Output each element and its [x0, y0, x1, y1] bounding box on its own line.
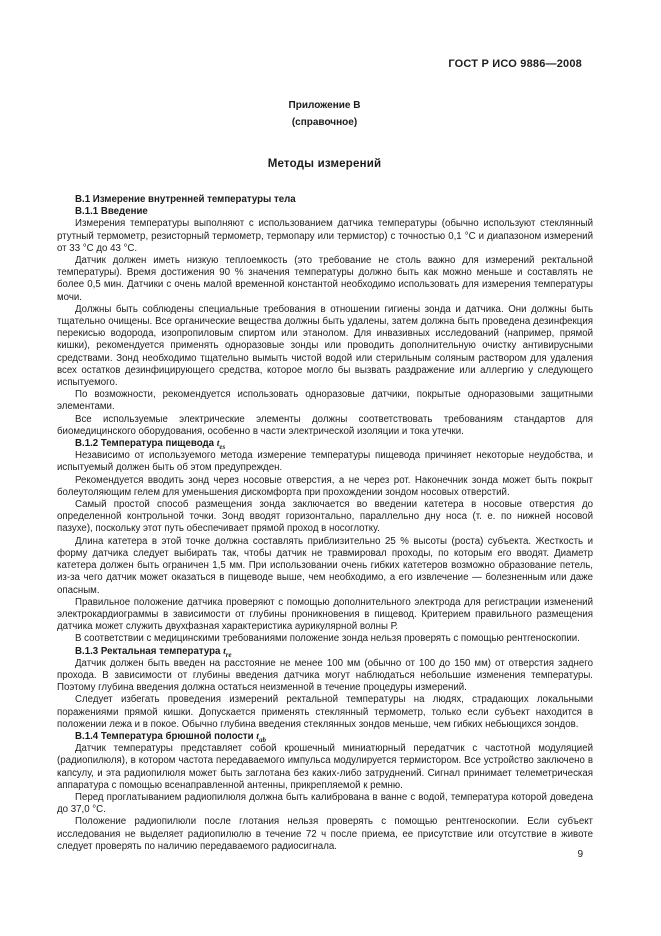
paragraph: Независимо от используемого метода измерение температуры пищевода причиняет некоторые неудобства, и испытуемый должен быть об этом предупрежден.	[57, 450, 593, 474]
paragraph: Датчик температуры представляет собой крошечный миниатюрный передатчик с частотной модуляцией (радиопилюля), в котором частота передаваемого импульса модулируется термистором. Все устройство заключено в капсулу, и эта радиопилюля может быть заглотана без каких-либо затруднений. Сигнал принимает телеметрическая аппаратура с помощью всенаправленной антенны, прикрепляемой к ремню.	[57, 743, 593, 791]
section-heading: В.1.1 Введение	[75, 206, 148, 218]
paragraph: Перед проглатыванием радиопилюля должна быть калибрована в ванне с водой, температура которой доведена до 37,0 °С.	[57, 791, 593, 816]
paragraph: Должны быть соблюдены специальные требования в отношении гигиены зонда и датчика. Они должны быть тщательно очищены. Все органические вещества должны быть удалены, затем должна быть проведена дезинфекция перекисью водорода, изопропиловым спиртом или этанолом. Для инвазивных исследований (например, прямой кишки), рекомендуется применять одноразовые зонды или проводить дополнительную очистку антивирусными средствами. Зонд необходимо тщательно вымыть чистой водой или стерильным соляным раствором для удаления всех остатков дезинфицирующего средства, которое могло бы вызвать раздражение или аллергию у следующего испытуемого.	[57, 303, 593, 389]
temperature-symbol: $t_{ab}$	[256, 730, 266, 744]
paragraph: Все используемые электрические элементы должны соответствовать требованиям стандартов для биомедицинского оборудования, особенно в части электрической изоляции и тока утечки.	[57, 413, 593, 437]
paragraph: В соответствии с медицинскими требованиями положение зонда нельзя проверять с помощью рентгеноскопии.	[75, 633, 580, 645]
body-text	[57, 194, 593, 853]
appendix-label: Приложение В	[288, 100, 361, 111]
section-heading: В.1.3 Ректальная температура $t_{re}$	[75, 645, 232, 659]
paragraph: Правильное положение датчика проверяют с помощью дополнительного электрода для регистрации изменений электрокардиограммы в зависимости от глубины проникновения в пищевод. Критерием правильного размещения датчика может служить двухфазная характеристика аурикулярной волны Р.	[57, 596, 593, 633]
paragraph: Измерения температуры выполняют с использованием датчика температуры (обычно используют стеклянный ртутный термометр, резисторный термометр, термопару или термистор) с точностью 0,1 °С и диапазоном измерений от 33 °С до 43 °С.	[57, 218, 593, 254]
section-heading: В.1.4 Температура брюшной полости $t_{ab}$	[75, 730, 266, 744]
paragraph: Датчик должен быть введен на расстояние не менее 100 мм (обычно от 100 до 150 мм) от отверстия заднего прохода. В зависимости от глубины введения датчика могут наблюдаться небольшие изменения температуры. Поэтому глубина введения должна остаться неизменной в течение процедуры измерений.	[57, 657, 593, 694]
temperature-symbol: $t_{es}$	[216, 438, 226, 451]
standard-number-header: ГОСТ Р ИСО 9886—2008	[448, 58, 582, 70]
appendix-title: Методы измерений	[267, 158, 382, 170]
section-heading: В.1 Измерение внутренней температуры тела	[75, 194, 296, 205]
section-heading: В.1.2 Температура пищевода $t_{es}$	[75, 438, 226, 451]
paragraph: Рекомендуется вводить зонд через носовые отверстия, а не через рот. Наконечник зонда может быть покрыт болеутоляющим гелем для уменьшения дискомфорта при прохождении зондом носовых отверстий.	[57, 474, 593, 498]
paragraph: Положение радиопилюли после глотания нельзя проверять с помощью рентгеноскопии. Если субъект исследования не выделяет радиопилюлю в течение 72 ч после приема, ее присутствие или отсутствие в животе следует проверять по наличию передаваемого радиосигнала.	[57, 816, 593, 852]
paragraph: Самый простой способ размещения зонда заключается во введении катетера в носовые отверстия до определенной контрольной точки. Зонд вводят горизонтально, параллельно дну носа (т. е. по нижней носовой пазухе), поскольку этот путь обеспечивает прямой проход в носоглотку.	[57, 499, 593, 535]
paragraph: Длина катетера в этой точке должна составлять приблизительно 25 % высоты (роста) субъекта. Жесткость и форму датчика следует выбирать так, чтобы датчик не травмировал проходы, по которым его вводят. Диаметр катетера должен быть ограничен 1,5 мм. При использовании очень гибких катетеров возможно образование петель, из-за чего датчик может оказаться в пищеводе выше, чем необходимо, а его извлечение — болезненным или даже опасным.	[57, 535, 593, 596]
paragraph: Следует избегать проведения измерений ректальной температуры на людях, страдающих локальными поражениями прямой кишки. Допускается применять стеклянный термометр, только если субъект находится в положении лежа и в покое. Обычно глубина введения стеклянных зондов меньше, чем гибких небьющихся зондов.	[57, 694, 593, 730]
page-number: 9	[577, 849, 583, 860]
paragraph: Датчик должен иметь низкую теплоемкость (это требование не столь важно для измерений ректальной температуры). Время достижения 90 % значения температуры должно быть как можно меньше и составлять не более 0,5 мин. Датчики с очень малой временной константой необходимо использовать для измерения температуры мочи.	[57, 255, 593, 303]
appendix-block	[57, 97, 592, 131]
appendix-note: (справочное)	[291, 117, 358, 128]
paragraph: По возможности, рекомендуется использовать одноразовые датчики, покрытые одноразовыми защитными элементами.	[57, 389, 593, 413]
temperature-symbol: $t_{re}$	[223, 645, 232, 659]
